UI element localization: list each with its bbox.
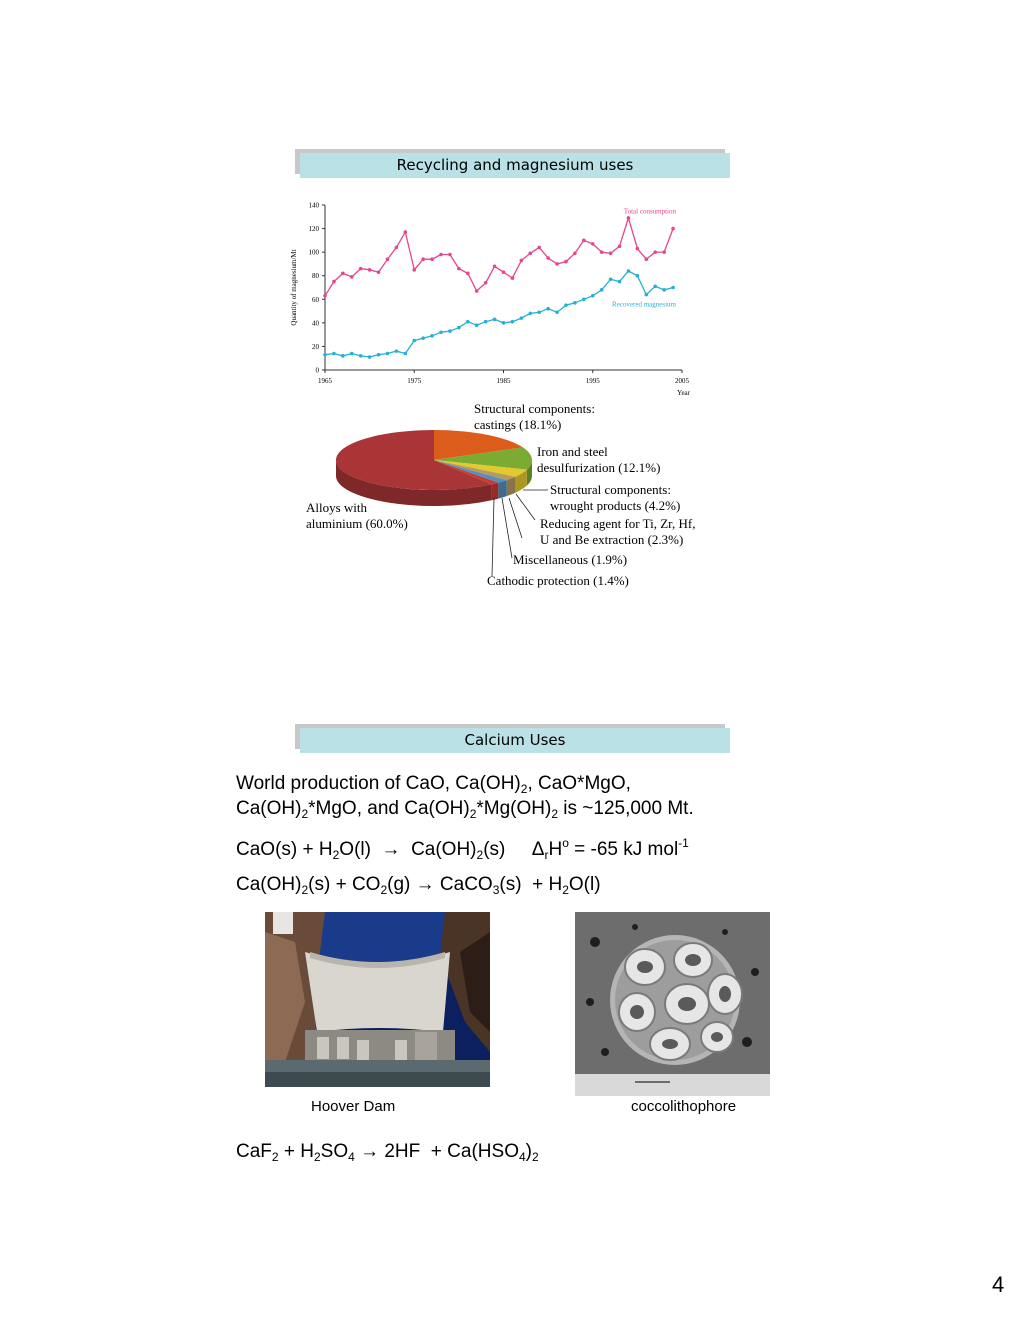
data-point [671,227,675,231]
y-tick-label: 0 [315,366,319,375]
data-point [564,303,568,307]
leader-line [492,498,494,576]
label-iron-steel: Iron and steel [537,444,608,459]
pie-slice-side [492,483,499,501]
data-point [627,269,631,273]
data-point [457,326,461,330]
legend-recovered-magnesium: Recovered magnesium [612,300,676,309]
data-point [448,329,452,333]
data-point [350,275,354,279]
data-point [573,252,577,256]
page-number: 4 [992,1272,1005,1297]
data-point [332,280,336,284]
data-point [395,246,399,250]
y-tick-label: 100 [308,248,319,257]
data-point [341,354,345,358]
label-castings: castings (18.1%) [474,417,562,432]
data-point [475,289,479,293]
hoover-dam-caption: Hoover Dam [311,1098,396,1115]
hoover-dam-photo [265,912,490,1087]
label-wrought: Structural components: [550,482,671,497]
data-point [412,339,416,343]
x-axis-label: Year [677,389,690,397]
data-point [466,272,470,276]
data-point [323,294,327,298]
data-point [564,260,568,264]
data-point [618,244,622,248]
equation-carbonation: $Ca(OH)_2(s) + CO_2(g)$ → CaCO$_3$(s) + $H_2O(l)$ [236,874,601,897]
data-point [421,257,425,261]
label-reducing-agent: Reducing agent for Ti, Zr, Hf, [540,516,696,531]
data-point [359,267,363,271]
data-point [528,252,532,256]
data-point [528,312,532,316]
pie-slice-side [498,480,506,499]
data-point [493,264,497,268]
data-point [350,352,354,356]
label-iron-steel: desulfurization (12.1%) [537,460,661,475]
label-alloys: Alloys with [306,500,368,515]
data-point [582,297,586,301]
label-reducing-agent: U and Be extraction (2.3%) [540,532,684,547]
data-point [600,250,604,254]
data-point [582,239,586,243]
coccolithophore-photo [575,912,770,1096]
data-point [368,268,372,272]
data-point [386,352,390,356]
data-point [412,268,416,272]
data-point [591,242,595,246]
data-point [448,253,452,257]
data-point [511,320,515,324]
data-point [609,252,613,256]
data-point [520,259,524,263]
y-tick-label: 80 [312,272,319,281]
data-point [591,294,595,298]
y-tick-label: 60 [312,295,319,304]
slide-title-magnesium: Recycling and magnesium uses [300,153,730,178]
data-point [627,216,631,220]
line-chart [282,195,702,405]
data-point [359,354,363,358]
label-miscellaneous: Miscellaneous (1.9%) [513,552,628,567]
data-point [636,274,640,278]
data-point [653,285,657,289]
label-wrought: wrought products (4.2%) [550,498,681,513]
data-point [475,323,479,327]
data-point [653,250,657,254]
series-line-0 [325,218,673,296]
series-line-1 [325,271,673,357]
legend-total-consumption: Total consumption [623,207,676,216]
data-point [377,353,381,357]
data-point [502,321,506,325]
leader-line [502,498,512,558]
data-point [662,250,666,254]
x-tick-label: 2005 [675,377,689,385]
x-tick-label: 1995 [585,377,600,385]
x-tick-label: 1985 [496,377,511,385]
label-cathodic: Cathodic protection (1.4%) [487,573,629,588]
data-point [421,336,425,340]
pie-chart [290,398,710,598]
data-point [520,316,524,320]
data-point [537,246,541,250]
data-point [618,280,622,284]
data-point [332,352,336,356]
x-tick-label: 1965 [318,377,332,385]
data-point [600,288,604,292]
data-point [645,293,649,297]
y-tick-label: 140 [308,201,319,210]
equation-slaking: $CaO(s) + H_2O(l) \to Ca(OH)_2(s)$ $\Delta_rH^o = -65$ kJ mol$^{-1}$ [236,836,689,862]
leader-line [516,494,535,520]
x-tick-label: 1975 [407,377,422,385]
y-tick-label: 20 [312,342,319,351]
data-point [404,352,408,356]
production-text-line2: $Ca(OH)_2*MgO$, and $Ca(OH)_2*Mg(OH)_2$ is ~125,000 Mt. [236,798,694,821]
data-point [341,272,345,276]
y-tick-label: 120 [308,225,319,234]
data-point [671,286,675,290]
data-point [430,334,434,338]
data-point [502,270,506,274]
data-point [323,353,327,357]
y-tick-label: 40 [312,319,319,328]
data-point [439,330,443,334]
slide-title-calcium: Calcium Uses [300,728,730,753]
leader-line [509,498,522,538]
data-point [386,257,390,261]
data-point [430,257,434,261]
data-point [636,247,640,251]
data-point [546,307,550,311]
data-point [573,301,577,305]
data-point [466,320,470,324]
data-point [404,230,408,234]
data-point [457,267,461,271]
data-point [439,253,443,257]
data-point [484,320,488,324]
data-point [395,349,399,353]
data-point [555,262,559,266]
y-axis-label: Quantity of magnesium/Mt [290,249,298,326]
production-text-line1: World production of CaO, $Ca(OH)_2$, CaO*MgO, [236,773,631,796]
equation-fluorite: $CaF_2 + H_2SO_4 \to 2HF + Ca(HSO_4)_2$ [236,1141,539,1164]
coccolithophore-caption: coccolithophore [631,1098,737,1115]
data-point [546,256,550,260]
label-castings: Structural components: [474,401,595,416]
data-point [555,310,559,314]
data-point [484,281,488,285]
data-point [645,257,649,261]
data-point [609,277,613,281]
label-alloys: aluminium (60.0%) [306,516,408,531]
data-point [368,355,372,359]
data-point [537,310,541,314]
data-point [377,270,381,274]
data-point [511,276,515,280]
data-point [493,318,497,322]
data-point [662,288,666,292]
